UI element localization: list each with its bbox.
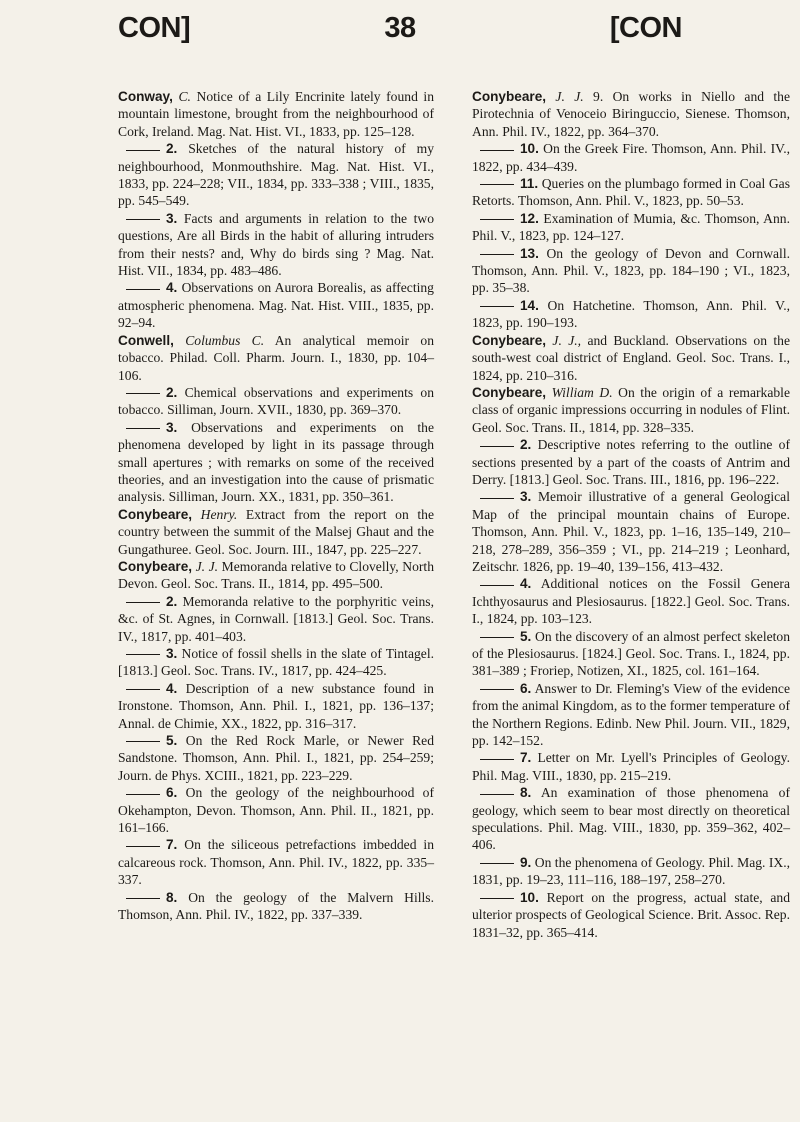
entry-number: 10. bbox=[520, 889, 539, 905]
ditto-dash bbox=[480, 898, 514, 899]
author-entry bbox=[118, 88, 434, 140]
ditto-dash bbox=[126, 602, 160, 603]
author-name: Conybeare, bbox=[118, 558, 193, 574]
ditto-dash bbox=[480, 150, 514, 151]
entry-number: 7. bbox=[520, 750, 532, 766]
entry-number: 10. bbox=[520, 141, 539, 157]
ditto-dash bbox=[480, 184, 514, 185]
ditto-dash bbox=[126, 898, 160, 899]
entry-number: 2. bbox=[520, 437, 532, 453]
entry-number: 14. bbox=[520, 297, 539, 313]
author-given-name: Henry. bbox=[200, 506, 238, 522]
ditto-dash bbox=[480, 306, 514, 307]
ditto-dash bbox=[480, 637, 514, 638]
entry-text: Observations and experiments on the phenomena developed by light in its passage through small apertures ; with remarks on some of the received theories, and an investigation into the cause of prismatic analysis. Silliman, Journ. XX., 1831, pp. 350–361. bbox=[118, 419, 434, 505]
entry-number: 3. bbox=[166, 646, 178, 661]
entry-number: 13. bbox=[520, 245, 539, 261]
ditto-dash bbox=[126, 393, 160, 394]
entry-text: Memoranda relative to the porphyritic veins, &c. of St. Agnes, in Cornwall. [1813.] Geol. Soc. Trans. IV., 1817, pp. 401–403. bbox=[118, 593, 434, 644]
entry-number: 11. bbox=[520, 176, 539, 192]
entry-text: Letter on Mr. Lyell's Principles of Geology. Phil. Mag. VIII., 1830, pp. 215–219. bbox=[472, 750, 790, 783]
entry-text: On the siliceous petrefactions imbedded in calcareous rock. Thomson, Ann. Phil. IV., 1822, pp. 335–337. bbox=[118, 837, 434, 888]
entry-text: Chemical observations and experiments on tobacco. Silliman, Journ. XVII., 1830, pp. 369–370. bbox=[118, 384, 434, 418]
author-given-name: J. J. bbox=[555, 89, 584, 104]
entry-number: 8. bbox=[520, 785, 532, 801]
entry-number: 2. bbox=[166, 593, 178, 609]
author-given-name: J. J., bbox=[552, 332, 582, 348]
entry-number: 8. bbox=[166, 889, 178, 905]
entry-number: 2. bbox=[166, 384, 178, 400]
author-entry bbox=[118, 506, 434, 558]
entry-text: On the geology of the Malvern Hills. Thomson, Ann. Phil. IV., 1822, pp. 337–339. bbox=[118, 889, 434, 923]
author-name: Conybeare, bbox=[118, 506, 193, 522]
entry-text: Notice of a Lily Encrinite lately found in mountain limestone, brought from the neighbourhood of Cork, Ireland. Mag. Nat. Hist. VI., 1833, pp. 125–128. bbox=[118, 89, 435, 139]
sub-entry bbox=[118, 384, 434, 419]
author-name: Conybeare, bbox=[472, 89, 547, 104]
ditto-dash bbox=[126, 289, 160, 290]
entry-text: An examination of those phenomena of geology, which seem to bear most directly on theoretical speculations. Phil. Mag. VIII., 1830, pp. 359–362, 402–406. bbox=[472, 785, 790, 853]
entry-number: 3. bbox=[520, 489, 532, 505]
ditto-dash bbox=[126, 654, 160, 655]
entry-text: Queries on the plumbago formed in Coal Gas Retorts. Thomson, Ann. Phil. V., 1823, pp. 50–53. bbox=[472, 176, 790, 209]
ditto-dash bbox=[126, 846, 160, 847]
running-header bbox=[118, 12, 682, 52]
entry-text: Extract from the report on the country between the summit of the Malsej Ghaut and the Gungathuree. Geol. Soc. Journ. III., 1847, pp. 225–227. bbox=[118, 506, 434, 557]
entry-number: 9. bbox=[520, 854, 532, 870]
sub-entry bbox=[472, 749, 790, 784]
header-left-guide: CON] bbox=[118, 12, 191, 44]
entry-number: 3. bbox=[166, 419, 178, 435]
entry-text: On the geology of the neighbourhood of Okehampton, Devon. Thomson, Ann. Phil. II., 1821, pp. 161–166. bbox=[118, 785, 434, 836]
sub-entry bbox=[472, 680, 790, 750]
sub-entry bbox=[118, 784, 434, 836]
ditto-dash bbox=[480, 759, 514, 760]
ditto-dash bbox=[480, 585, 514, 586]
sub-entry bbox=[118, 279, 434, 331]
entry-text: An analytical memoir on tobacco. Philad. Coll. Pharm. Journ. I., 1830, pp. 104–106. bbox=[118, 332, 434, 383]
sub-entry bbox=[472, 210, 790, 245]
ditto-dash bbox=[126, 219, 160, 220]
sub-entry bbox=[118, 419, 434, 506]
page-number: 38 bbox=[384, 12, 416, 44]
author-entry bbox=[118, 332, 434, 384]
sub-entry bbox=[472, 488, 790, 575]
sub-entry bbox=[118, 593, 434, 645]
sub-entry bbox=[118, 836, 434, 888]
ditto-dash bbox=[126, 794, 160, 795]
ditto-dash bbox=[480, 498, 514, 499]
ditto-dash bbox=[480, 219, 514, 220]
right-column bbox=[472, 88, 790, 941]
author-given-name: William D. bbox=[551, 384, 613, 400]
sub-entry bbox=[118, 732, 434, 784]
sub-entry bbox=[472, 889, 790, 941]
entry-text: Additional notices on the Fossil Genera Ichthyosaurus and Plesiosaurus. [1822.] Geol. Soc. Trans. I., 1824, pp. 103–123. bbox=[472, 576, 790, 627]
sub-entry bbox=[118, 210, 434, 280]
entry-text: On the phenomena of Geology. Phil. Mag. IX., 1831, pp. 19–23, 111–116, 188–197, 258–270. bbox=[472, 854, 790, 888]
entry-text: Description of a new substance found in Ironstone. Thomson, Ann. Phil. I., 1821, pp. 136–137; Annal. de Chimie, XX., 1822, pp. 316–317. bbox=[118, 680, 434, 731]
entry-text: Observations on Aurora Borealis, as affecting atmospheric phenomena. Mag. Nat. Hist. VIII., 1835, pp. 92–94. bbox=[118, 280, 434, 331]
sub-entry bbox=[118, 680, 434, 732]
ditto-dash bbox=[480, 863, 514, 864]
entry-number: 6. bbox=[520, 680, 532, 696]
entry-number: 5. bbox=[166, 733, 178, 749]
entry-text: Examination of Mumia, &c. Thomson, Ann. Phil. V., 1823, pp. 124–127. bbox=[472, 210, 790, 244]
entry-text: Sketches of the natural history of my neighbourhood, Monmouthshire. Mag. Nat. Hist. VI., 1833, pp. 224–228; VII., 1834, pp. 333–338 ; VIII., 1835, pp. 545–549. bbox=[118, 141, 434, 209]
entry-text: On the Red Rock Marle, or Newer Red Sandstone. Thomson, Ann. Phil. I., 1821, pp. 254–259; Journ. de Phys. XCIII., 1821, pp. 223–229. bbox=[118, 733, 434, 783]
sub-entry bbox=[472, 297, 790, 332]
entry-number: 4. bbox=[520, 576, 532, 592]
author-entry bbox=[472, 88, 790, 140]
entry-text: Notice of fossil shells in the slate of Tintagel. [1813.] Geol. Soc. Trans. IV., 1817, pp. 424–425. bbox=[118, 646, 434, 679]
entry-number: 7. bbox=[166, 837, 178, 853]
entry-text: and Buckland. Observations on the south-west coal district of England. Geol. Soc. Trans. I., 1824, pp. 210–316. bbox=[472, 332, 790, 383]
entry-text: Descriptive notes referring to the outline of sections presented by a part of the coasts of Antrim and Derry. [1813.] Geol. Soc. Trans. III., 1816, pp. 196–222. bbox=[472, 437, 790, 487]
header-right-guide: [CON bbox=[609, 12, 682, 44]
entry-text: Answer to Dr. Fleming's View of the evidence from the animal Kingdom, as to the former temperature of the Northern Regions. Edinb. New Phil. Journ. VII., 1829, pp. 142–152. bbox=[472, 680, 790, 749]
entry-text: 9. On works in Niello and the Pirotechnia of Venoceio Biringuccio, Sienese. Thomson, Ann. Phil. IV., 1822, pp. 364–370. bbox=[472, 89, 791, 139]
entry-text: On the Greek Fire. Thomson, Ann. Phil. IV., 1822, pp. 434–439. bbox=[472, 141, 790, 174]
sub-entry bbox=[472, 140, 790, 175]
sub-entry bbox=[472, 575, 790, 627]
sub-entry bbox=[472, 628, 790, 680]
entry-number: 4. bbox=[166, 280, 178, 296]
sub-entry bbox=[472, 784, 790, 854]
author-given-name: C. bbox=[178, 89, 191, 104]
sub-entry bbox=[118, 140, 434, 210]
entry-text: On the origin of a remarkable class of organic impressions occurring in nodules of Flint. Geol. Soc. Trans. II., 1814, pp. 328–335. bbox=[472, 384, 790, 435]
sub-entry bbox=[472, 436, 790, 488]
sub-entry bbox=[118, 889, 434, 924]
sub-entry bbox=[472, 854, 790, 889]
entry-number: 5. bbox=[520, 628, 532, 644]
author-name: Conwell, bbox=[118, 332, 174, 348]
author-given-name: J. J. bbox=[195, 558, 219, 574]
sub-entry bbox=[472, 175, 790, 210]
author-name: Conybeare, bbox=[472, 332, 547, 348]
ditto-dash bbox=[480, 254, 514, 255]
author-name: Conway, bbox=[118, 89, 173, 104]
author-entry bbox=[118, 558, 434, 593]
ditto-dash bbox=[126, 741, 160, 742]
entry-text: Memoranda relative to Clovelly, North Devon. Geol. Soc. Trans. II., 1814, pp. 495–500. bbox=[118, 558, 434, 592]
entry-number: 3. bbox=[166, 210, 178, 226]
ditto-dash bbox=[126, 689, 160, 690]
entry-number: 4. bbox=[166, 680, 178, 696]
entry-text: On Hatchetine. Thomson, Ann. Phil. V., 1823, pp. 190–193. bbox=[472, 297, 790, 331]
entry-text: On the discovery of an almost perfect skeleton of the Plesiosaurus. [1824.] Geol. Soc. Trans. I., 1824, pp. 381–389 ; Froriep, Notizen, XI., 1825, col. 161–164. bbox=[472, 628, 790, 679]
left-column bbox=[118, 88, 434, 924]
entry-number: 6. bbox=[166, 785, 178, 801]
ditto-dash bbox=[126, 428, 160, 429]
ditto-dash bbox=[480, 446, 514, 447]
entry-text: Report on the progress, actual state, and ulterior prospects of Geological Science. Brit. Assoc. Rep. 1831–32, pp. 365–414. bbox=[472, 889, 791, 940]
sub-entry bbox=[472, 245, 790, 297]
entry-number: 12. bbox=[520, 210, 539, 226]
sub-entry bbox=[118, 645, 434, 680]
author-entry bbox=[472, 384, 790, 436]
author-name: Conybeare, bbox=[472, 384, 547, 400]
entry-text: Memoir illustrative of a general Geological Map of the principal mountain chains of Europe. Thomson, Ann. Phil. V., 1823, pp. 1–16, 135–149, 210–218, 278–289, 356–359 ; VI., pp. 214–219 ; Leonhard, Zeitschr. 1826, pp. 19–40, 139–156, 413–432. bbox=[472, 489, 790, 574]
entry-text: On the geology of Devon and Cornwall. Thomson, Ann. Phil. V., 1823, pp. 184–190 ; VI., 1823, pp. 35–38. bbox=[472, 245, 790, 296]
ditto-dash bbox=[480, 689, 514, 690]
author-given-name: Columbus C. bbox=[185, 332, 265, 348]
author-entry bbox=[472, 332, 790, 384]
entry-text: Facts and arguments in relation to the two questions, Are all Birds in the habit of alluring intruders from their nests? and, Why do birds sing ? Mag. Nat. Hist. VII., 1834, pp. 483–486. bbox=[118, 210, 435, 279]
ditto-dash bbox=[480, 794, 514, 795]
entry-number: 2. bbox=[166, 141, 178, 157]
ditto-dash bbox=[126, 150, 160, 151]
